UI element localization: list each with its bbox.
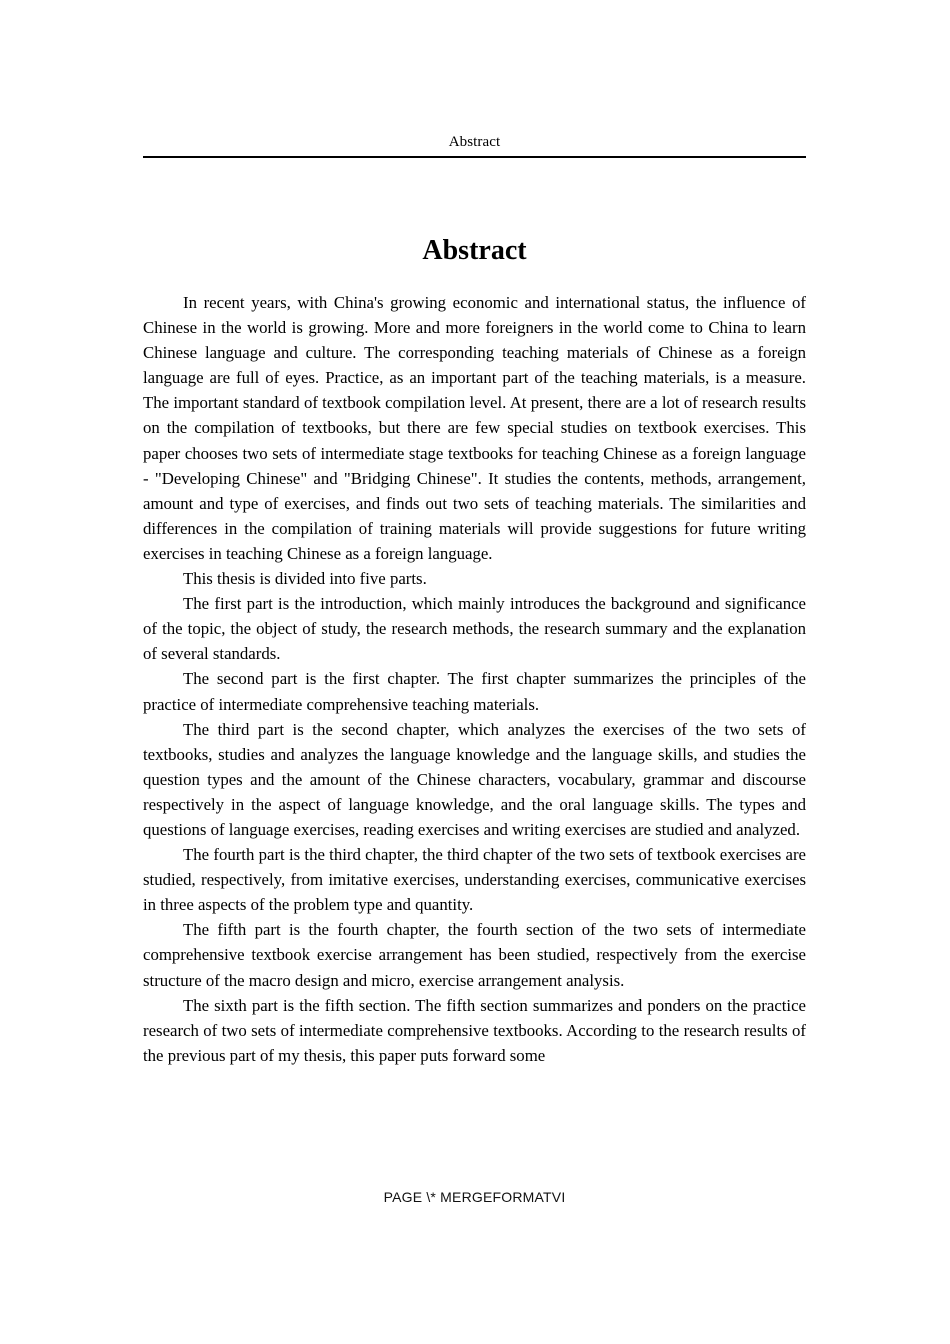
paragraph: In recent years, with China's growing economic and international status, the influence of Chinese in the world is growing. More and more foreigners in the world come to China to learn Chinese language and culture. The corresponding teaching materials of Chinese as a foreign language are full of eyes. Practice, as an important part of the teaching materials, is a measure. The important standard of textbook compilation level. At present, there are a lot of research results on the compilation of textbooks, but there are few special studies on textbook exercises. This paper chooses two sets of intermediate stage textbooks for teaching Chinese as a foreign language - "Developing Chinese" and "Bridging Chinese". It studies the contents, methods, arrangement, amount and type of exercises, and finds out two sets of teaching materials. The similarities and differences in the compilation of training materials will provide suggestions for future writing exercises in teaching Chinese as a foreign language. (143, 293, 806, 563)
paragraph: The fourth part is the third chapter, the third chapter of the two sets of textbook exercises are studied, respectively, from imitative exercises, understanding exercises, communicative exercises in three aspects of the problem type and quantity. (143, 845, 806, 915)
abstract-body (143, 290, 806, 1068)
paragraph: The second part is the first chapter. The first chapter summarizes the principles of the practice of intermediate comprehensive teaching materials. (143, 669, 806, 714)
paragraph: The first part is the introduction, which mainly introduces the background and significance of the topic, the object of study, the research methods, the research summary and the explanation of several standards. (143, 594, 806, 664)
running-header-title: Abstract (448, 134, 501, 150)
page-number-field: PAGE \* MERGEFORMATVI (383, 1189, 566, 1205)
paragraph: The sixth part is the fifth section. The fifth section summarizes and ponders on the practice research of two sets of intermediate comprehensive textbooks. According to the research results of the previous part of my thesis, this paper puts forward some (143, 995, 806, 1065)
paragraph: The fifth part is the fourth chapter, the fourth section of the two sets of intermediate comprehensive textbook exercise arrangement has been studied, respectively from the exercise structure of the macro design and micro, exercise arrangement analysis. (143, 920, 806, 990)
page-title: Abstract (422, 234, 527, 266)
paragraph: This thesis is divided into five parts. (183, 569, 427, 589)
header-divider-rule (143, 156, 806, 158)
paragraph: The third part is the second chapter, which analyzes the exercises of the two sets of textbooks, studies and analyzes the language knowledge and the language skills, and studies the question types and the amount of the Chinese characters, vocabulary, grammar and discourse respectively in the aspect of language knowledge, and the oral language skills. The types and questions of language exercises, reading exercises and writing exercises are studied and analyzed. (143, 719, 806, 839)
page-footer (143, 1188, 806, 1207)
running-header (143, 132, 806, 158)
